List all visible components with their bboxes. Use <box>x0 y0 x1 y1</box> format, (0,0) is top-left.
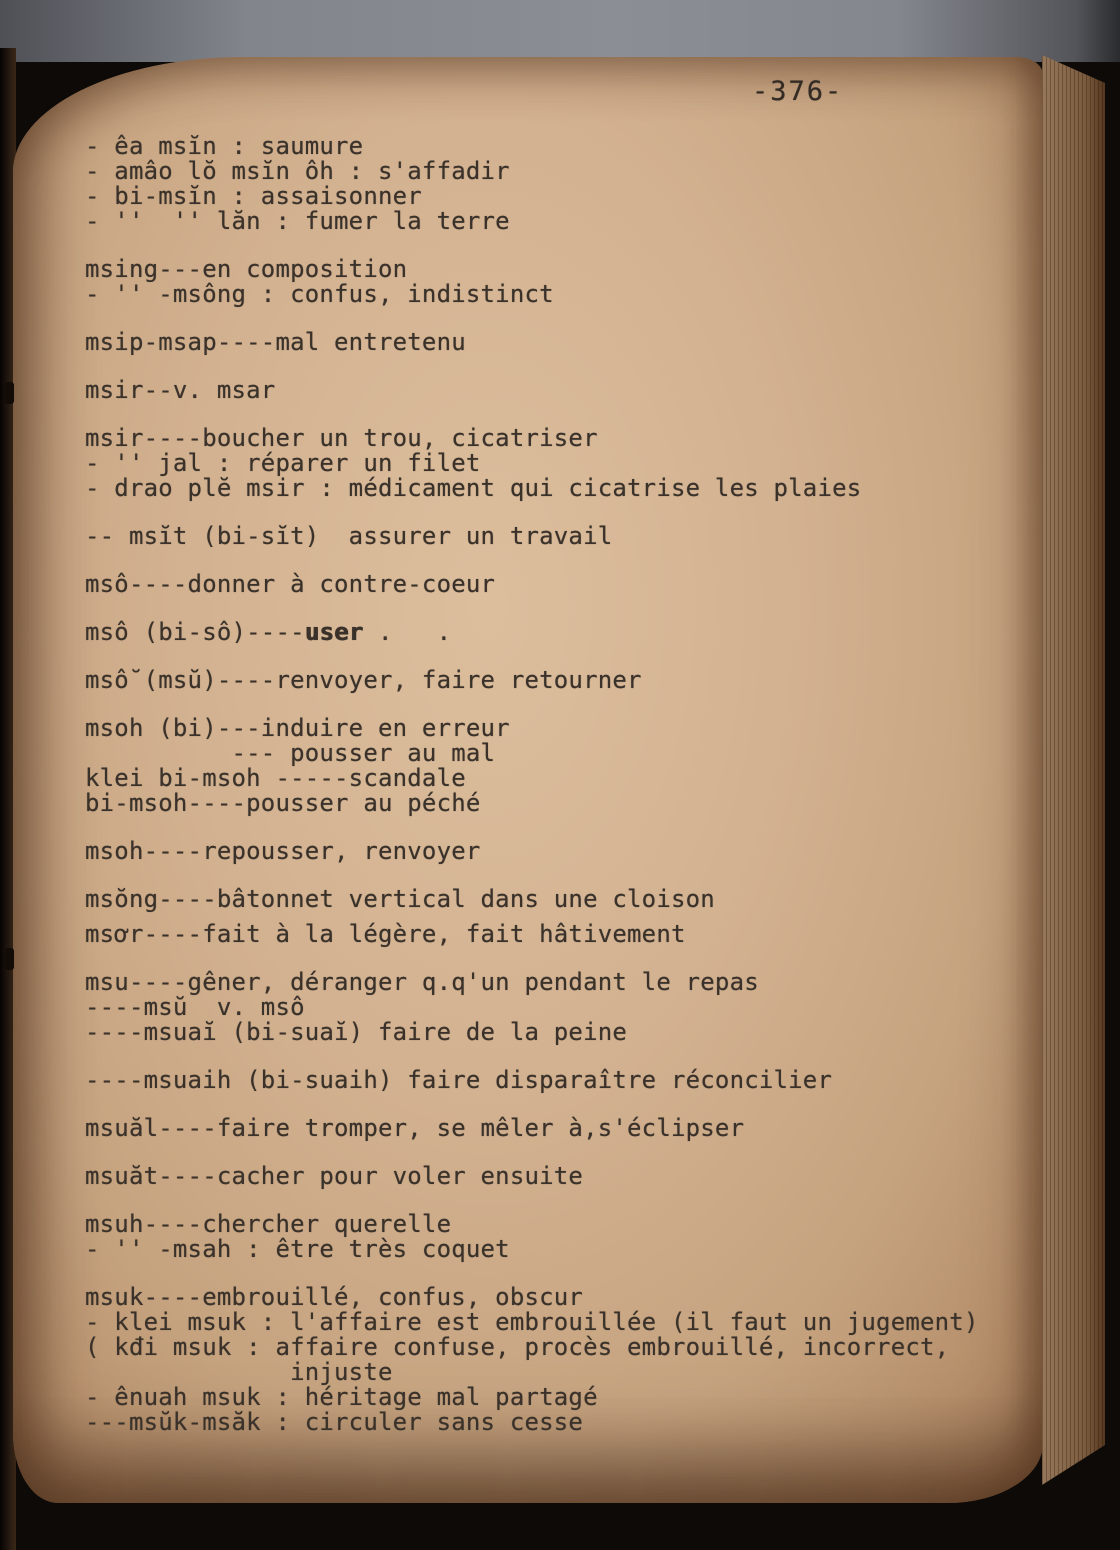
text-line: klei bi-msoh -----scandale <box>85 764 466 792</box>
text-line: - amâo lŏ msĭn ôh : s'affadir <box>85 157 510 185</box>
text-line: - '' jal : réparer un filet <box>85 449 481 477</box>
text-line: msŏng----bâtonnet vertical dans une cloison <box>85 885 715 913</box>
page-edge-mark <box>5 948 14 970</box>
text-line: --- pousser au mal <box>85 739 496 767</box>
text-line: - ênuah msuk : héritage mal partagé <box>85 1383 598 1411</box>
page-stack-fore-edge <box>1042 55 1105 1485</box>
text-line: ----msuaĭ (bi-suaĭ) faire de la peine <box>85 1018 628 1046</box>
text-line: -- msĭt (bi-sĭt) assurer un travail <box>85 522 613 550</box>
text-line: - '' '' lăn : fumer la terre <box>85 207 510 235</box>
text-line: msô----donner à contre-coeur <box>85 570 496 598</box>
text-line: ----msŭ v. msô <box>85 993 305 1021</box>
text-line: msuăl----faire tromper, se mêler à,s'éclipser <box>85 1114 745 1142</box>
page-edge-mark <box>5 382 14 404</box>
text-line: bi-msoh----pousser au péché <box>85 789 481 817</box>
text-line: msir--v. msar <box>85 376 276 404</box>
dictionary-text <box>85 134 985 1435</box>
text-line: msô̆ (msŭ)----renvoyer, faire retourner <box>85 666 642 694</box>
text-line: msip-msap----mal entretenu <box>85 328 466 356</box>
text-line: msuh----chercher querelle <box>85 1210 452 1238</box>
text-line: msô (bi-sô)----user . . <box>85 618 452 646</box>
text-line: msuăt----cacher pour voler ensuite <box>85 1162 584 1190</box>
text-line: msoh----repousser, renvoyer <box>85 837 481 865</box>
text-line: ---msŭk-msăk : circuler sans cesse <box>85 1408 584 1436</box>
text-line: - '' -msah : être très coquet <box>85 1235 510 1263</box>
text-line: msoh (bi)---induire en erreur <box>85 714 510 742</box>
text-line: - bi-msĭn : assaisonner <box>85 182 422 210</box>
text-line: msu----gêner, déranger q.q'un pendant le repas <box>85 968 759 996</box>
text-line: - drao plĕ msir : médicament qui cicatrise les plaies <box>85 474 862 502</box>
text-line: - '' -msông : confus, indistinct <box>85 280 554 308</box>
desk-surface <box>0 0 1120 62</box>
text-line: msơr----fait à la légère, fait hâtivement <box>85 920 686 948</box>
text-line: msir----boucher un trou, cicatriser <box>85 424 598 452</box>
text-line: - êa msĭn : saumure <box>85 132 364 160</box>
page-number: -376- <box>752 76 844 107</box>
text-line: ( kđi msuk : affaire confuse, procès embrouillé, incorrect, <box>85 1333 950 1361</box>
text-line: ----msuaih (bi-suaih) faire disparaître réconcilier <box>85 1066 833 1094</box>
text-line: - klei msuk : l'affaire est embrouillée (il faut un jugement) <box>85 1308 979 1336</box>
text-line: injuste <box>85 1358 393 1386</box>
text-line: msuk----embrouillé, confus, obscur <box>85 1283 584 1311</box>
text-line: msing---en composition <box>85 255 408 283</box>
